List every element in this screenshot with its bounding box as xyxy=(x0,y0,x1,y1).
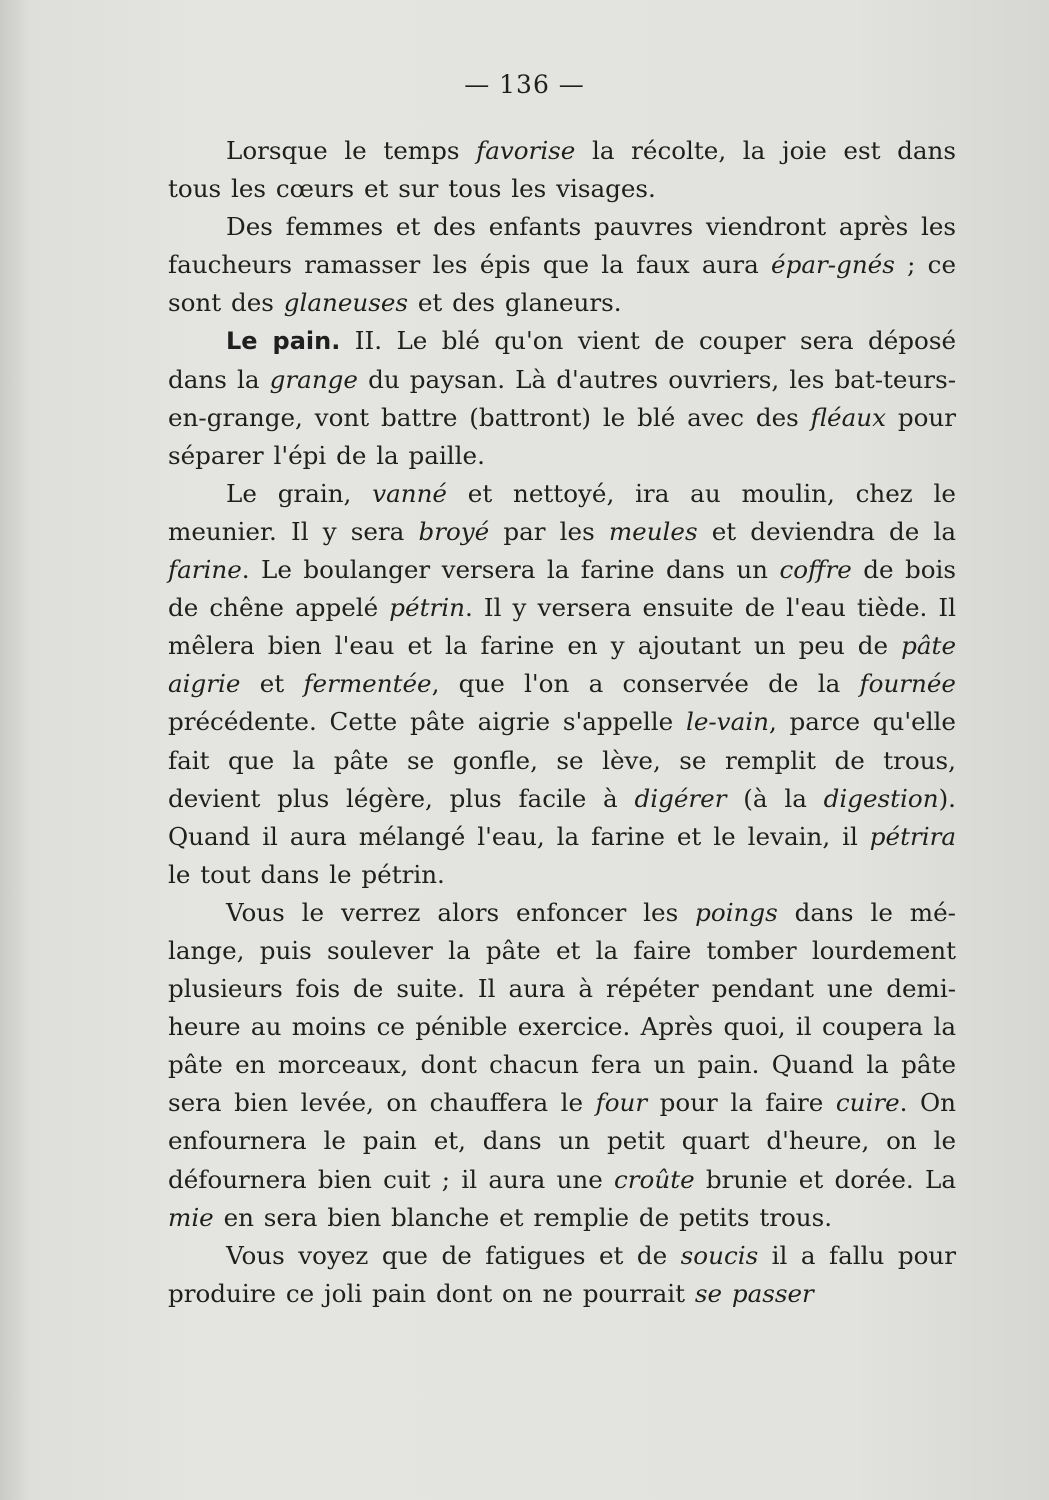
paragraph-3: Le pain. II. Le blé qu'on vient de couper sera déposé dans la grange du paysan. Là d'autres ouvriers, les bat-teurs-en-grange, vont battre (battront) le blé avec des fléaux pour séparer l'épi de la paille. xyxy=(168,326,957,470)
paragraph-1: Lorsque le temps favorise la récolte, la joie est dans tous les cœurs et sur tous les visages. xyxy=(168,136,956,204)
page-number: — 136 — xyxy=(464,70,585,99)
paragraph-6: Vous voyez que de fatigues et de soucis il a fallu pour produire ce joli pain dont on ne pourrait se passer xyxy=(168,1240,956,1308)
section-heading: Le pain. xyxy=(226,327,341,356)
paragraph-2: Des femmes et des enfants pauvres viendront après les faucheurs ramasser les épis que la faux aura épar-gnés ; ce sont des glaneuses et des glaneurs. xyxy=(168,212,957,318)
body-text xyxy=(168,132,956,1313)
paragraph-4: Le grain, vanné et nettoyé, ira au moulin, chez le meunier. Il y sera broyé par les meules et deviendra de la farine. Le boulanger versera la farine dans un coffre de bois de chêne appelé pétrin. Il y versera ensuite de l'eau tiède. Il mêlera bien l'eau et la farine en y ajoutant un peu de pâte aigrie et fermentée, que l'on a conservée de la fournée précédente. Cette pâte aigrie s'appelle le-vain, parce qu'elle fait que la pâte se gonfle, se lève, se remplit de trous, devient plus légère, plus facile à digérer (à la digestion). Quand il aura mélangé l'eau, la farine et le levain, il pétrira le tout dans le pétrin. xyxy=(168,478,956,889)
paragraph-5: Vous le verrez alors enfoncer les poings dans le mé-lange, puis soulever la pâte et la faire tomber lourdement plusieurs fois de suite. Il aura à répéter pendant une demi-heure au moins ce pénible exercice. Après quoi, il coupera la pâte en morceaux, dont chacun fera un pain. Quand la pâte sera bien levée, on chauffera le four pour la faire cuire. On enfournera le pain et, dans un petit quart d'heure, on le défournera bien cuit ; il aura une croûte brunie et dorée. La mie en sera bien blanche et remplie de petits trous. xyxy=(168,897,957,1232)
